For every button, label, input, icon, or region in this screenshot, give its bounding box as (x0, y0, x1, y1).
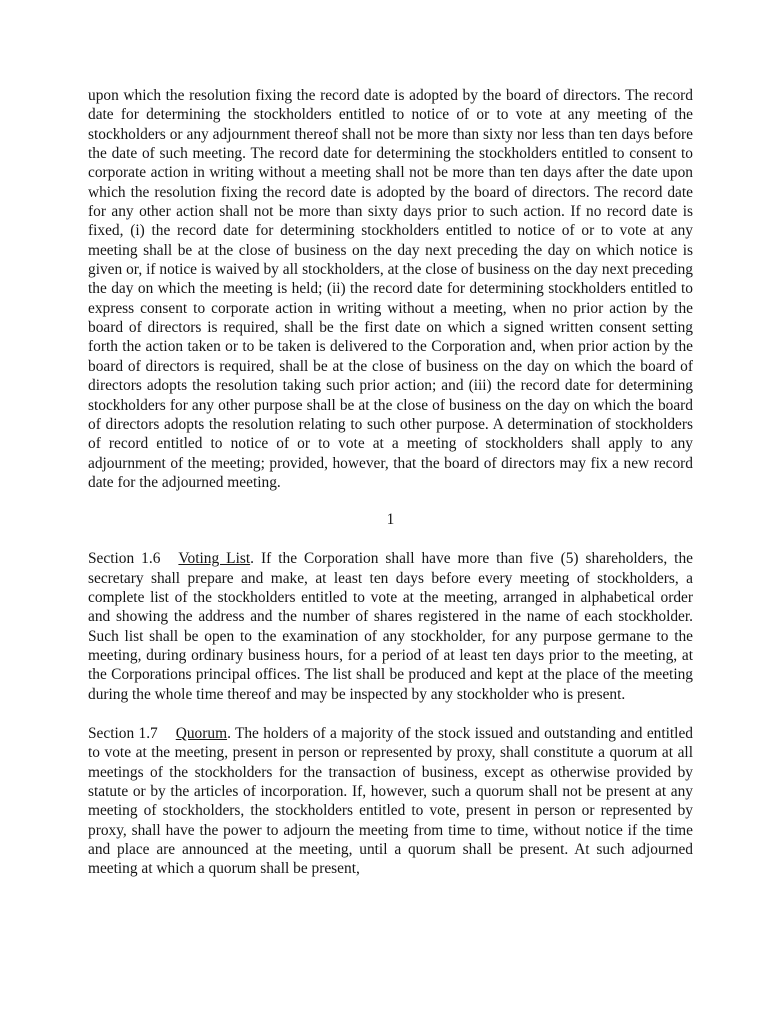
section-body: . The holders of a majority of the stock issued and outstanding and entitled to vote at the meeting, present in person or represented by proxy, shall constitute a quorum at all meetings of the stockholders for the transaction of business, except as otherwise provided by statute or by the articles of incorporation. If, however, such a quorum shall not be present at any meeting of stockholders, the stockholders entitled to vote, present in person or represented by proxy, shall have the power to adjourn the meeting from time to time, without notice if the time and place are announced at the meeting, until a quorum shall be present. At such adjourned meeting at which a quorum shall be present, (88, 724, 693, 878)
section-quorum (88, 724, 693, 879)
page-number: 1 (386, 511, 395, 529)
section-number: Section 1.6 (88, 550, 161, 568)
section-title: Quorum (175, 724, 228, 742)
carryover-paragraph: upon which the resolution fixing the record date is adopted by the board of directors. The record date for determining the stockholders entitled to notice of or to vote at any meeting of the stockholders or any adjournment thereof shall not be more than sixty nor less than ten days before the date of such meeting. The record date for determining the stockholders entitled to consent to corporate action in writing without a meeting shall not be more than ten days after the date upon which the resolution fixing the record date is adopted by the board of directors. The record date for any other action shall not be more than sixty days prior to such action. If no record date is fixed, (i) the record date for determining stockholders entitled to notice of or to vote at any meeting shall be at the close of business on the day next preceding the day on which notice is given or, if notice is waived by all stockholders, at the close of business on the day next preceding the day on which the meeting is held; (ii) the record date for determining stockholders entitled to express consent to corporate action in writing without a meeting, when no prior action by the board of directors is required, shall be the first date on which a signed written consent setting forth the action taken or to be taken is delivered to the Corporation and, when prior action by the board of directors is required, shall be at the close of business on the day on which the board of directors adopts the resolution taking such prior action; and (iii) the record date for determining stockholders for any other purpose shall be at the close of business on the day on which the board of directors adopts the resolution relating to such other purpose. A determination of stockholders of record entitled to notice of or to vote at a meeting of stockholders shall apply to any adjournment of the meeting; provided, however, that the board of directors may fix a new record date for the adjourned meeting. (88, 87, 693, 491)
section-voting-list (88, 549, 693, 704)
section-body: . If the Corporation shall have more than five (5) shareholders, the secretary shall prepare and make, at least ten days before every meeting of stockholders, a complete list of the stockholders entitled to vote at the meeting, arranged in alphabetical order and showing the address and the number of shares registered in the name of each stockholder. Such list shall be open to the examination of any stockholder, for any purpose germane to the meeting, during ordinary business hours, for a period of at least ten days prior to the meeting, at the Corporations principal offices. The list shall be produced and kept at the place of the meeting during the whole time thereof and may be inspected by any stockholder who is present. (88, 550, 693, 703)
section-number: Section 1.7 (88, 724, 158, 742)
section-title: Voting List (178, 550, 251, 568)
document-page (88, 86, 693, 879)
